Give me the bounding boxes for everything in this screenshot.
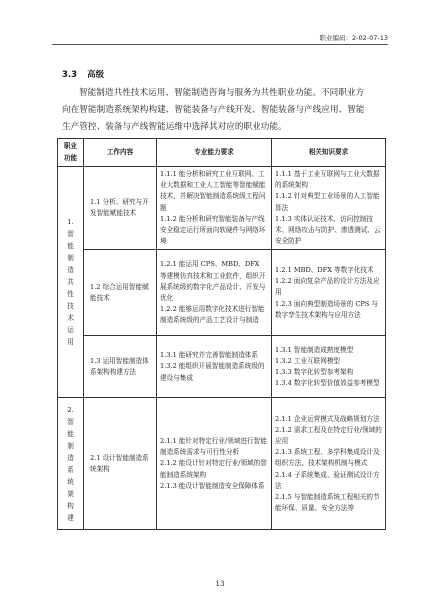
knowledge-item: 1.3.3 数字化转型参考架构 (275, 367, 354, 376)
function-label-char: 统 (67, 477, 74, 486)
section-heading (62, 68, 114, 80)
table-header-row (58, 139, 386, 167)
function-label-char: 构 (67, 501, 74, 510)
function-label-char: 用 (67, 338, 74, 347)
table-row (58, 336, 386, 398)
work-content-cell: 2.1 设计智能制造系统架构 (84, 398, 157, 530)
header-function: 职业功能 (58, 139, 84, 167)
requirement-item: 1.3.1 能研究并完善智能制造体系 (160, 351, 258, 360)
knowledge-item: 2.1.1 企业运营模式及战略规划方法 (275, 414, 380, 423)
intro-line: 智能制造共性技术运用、智能制造咨询与服务为共性职业功能。不同职业方 (79, 88, 365, 98)
occupation-code: 职业编码：2-02-07-13 (319, 34, 388, 42)
requirement-item: 1.3.2 能组织开展智能制造系统级的建设与集成 (160, 362, 265, 382)
requirement-cell (157, 250, 272, 336)
page-number: 13 (215, 580, 225, 588)
intro-line: 生产管控、装备与产线智能运维中选择其对应的职业功能。 (62, 122, 287, 132)
function-label-char: 制 (67, 254, 74, 263)
table-row (58, 398, 386, 530)
function-label-char: 智 (67, 230, 74, 239)
function-label-char: 1. (67, 218, 74, 227)
requirement-item: 1.2.1 能运用 CPS、MBD、DFX 等建模仿真技术和工业软件，组织开展系统级的数字化产品设计、开发与优化 (160, 260, 266, 302)
requirement-cell (157, 167, 272, 250)
section-number: 3.3 (62, 70, 78, 80)
knowledge-item: 1.2.2 面向复杂产品的设计方法及应用 (275, 277, 380, 297)
function-cell (58, 167, 84, 398)
table-row (58, 250, 386, 336)
knowledge-item: 1.1.2 针对典型工业场景的人工智能算法 (275, 192, 380, 212)
knowledge-cell (272, 398, 386, 530)
function-cell (58, 398, 84, 530)
function-label-char: 2. (67, 405, 74, 414)
knowledge-item: 1.1.3 实体认证技术、访问控制技术、网络攻击与防护、渗透测试、云安全防护 (275, 214, 381, 246)
function-label-char: 造 (67, 453, 74, 462)
header-work: 工作内容 (84, 139, 157, 167)
function-label-char: 能 (67, 429, 74, 438)
knowledge-cell (272, 336, 386, 398)
intro-line: 向在智能制造系统架构构建、智能装备与产线开发、智能装备与产线应用、智能 (62, 105, 365, 115)
requirement-item: 2.1.1 能针对特定行业/领域进行智能制造系统需求与可行性分析 (160, 436, 267, 457)
requirement-item: 1.1.1 能分析和研究工业互联网、工业大数据和工业人工智能等智能赋能技术，并解决智能制造系统级工程问题 (160, 170, 266, 212)
function-label-char: 能 (67, 242, 74, 251)
function-label-char: 系 (67, 465, 74, 474)
knowledge-item: 2.1.2 需求工程及在特定行业/领域的应用 (275, 425, 382, 445)
work-content-cell: 1.2 综合运用智能赋能技术 (84, 250, 157, 336)
requirement-item: 2.1.3 能设计智能制造安全保障体系 (160, 481, 265, 490)
function-label-char: 术 (67, 314, 74, 323)
function-label-char: 造 (67, 266, 74, 275)
requirement-item: 1.2.2 能够运用数字化技术进行智能制造系统级的产品工艺设计与制造 (160, 305, 265, 325)
competency-table (57, 138, 386, 530)
function-label-char: 智 (67, 417, 74, 426)
function-label-char: 制 (67, 441, 74, 450)
function-label-char: 性 (67, 290, 74, 299)
requirement-cell (157, 398, 272, 530)
requirement-cell (157, 336, 272, 398)
knowledge-cell (272, 250, 386, 336)
function-label-char: 架 (67, 489, 74, 498)
knowledge-item: 1.3.1 智能制造成熟度模型 (275, 345, 354, 354)
table-row (58, 167, 386, 250)
knowledge-item: 1.1.1 基于工业互联网与工业大数据的系统架构 (275, 170, 380, 190)
knowledge-item: 1.2.1 MBD、DFX 等数字化技术 (275, 265, 374, 274)
section-title: 高级 (87, 70, 105, 80)
header-rule (52, 44, 388, 45)
function-label-char: 技 (67, 302, 74, 311)
work-content-cell: 1.3 运用智能制造体系架构构建方法 (84, 336, 157, 398)
work-content-cell: 1.1 分析、研究与开发智能赋能技术 (84, 167, 157, 250)
header-requirement: 专业能力要求 (157, 139, 272, 167)
function-label-char: 共 (67, 278, 74, 287)
knowledge-item: 1.3.2 工业互联网模型 (275, 356, 341, 365)
header-knowledge: 相关知识要求 (272, 139, 386, 167)
knowledge-item: 2.1.4 子系统集成、验证测试设计方法 (275, 470, 380, 490)
requirement-item: 1.1.2 能分析和研究智能装备与产线安全稳定运行所面向软硬件与网络环境 (160, 214, 266, 246)
knowledge-item: 2.1.5 与智能制造系统工程相关的节能环保、质量、安全方法等 (275, 492, 380, 513)
knowledge-item: 2.1.3 系统工程、多学科集成设计及组织方法、技术架构机制与模式 (275, 448, 380, 468)
knowledge-cell (272, 167, 386, 250)
intro-paragraph (62, 85, 386, 136)
knowledge-item: 1.2.3 面向典型制造场景的 CPS 与数字孪生技术架构与应用方法 (275, 299, 379, 319)
function-label-char: 建 (67, 513, 74, 522)
function-label-char: 运 (67, 326, 74, 335)
requirement-item: 2.1.2 能设计针对特定行业/领域的智能制造系统架构 (160, 459, 267, 479)
knowledge-item: 1.3.4 数字化转型价值效益参考模型 (275, 379, 380, 388)
